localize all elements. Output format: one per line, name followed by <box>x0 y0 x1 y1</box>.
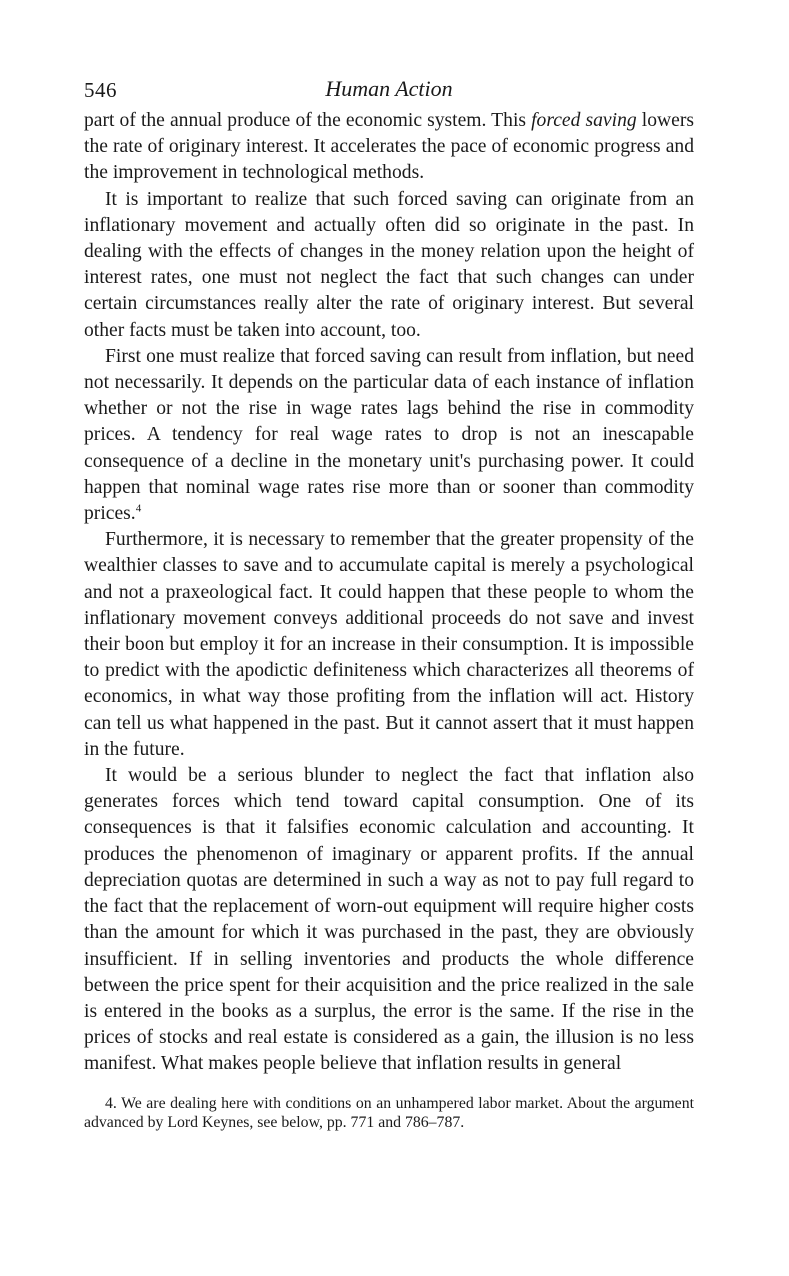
book-title: Human Action <box>325 76 453 101</box>
text-run: part of the annual produce of the economic system. This <box>84 110 532 131</box>
italic-phrase: forced saving <box>531 110 637 131</box>
footnote-marker: 4 <box>135 502 142 515</box>
text-run: First one must realize that forced saving can result from inflation, but need not necessarily. It depends on the particular data of each instance of inflation whether or not the rise in wage rates lags behind the rise in commodity prices. A tendency for real wage rates to drop is not an inescapable consequence of a decline in the monetary unit's purchasing power. It could happen that nominal wage rates rise more than or sooner than commodity prices. <box>84 345 694 525</box>
text-run: Furthermore, it is necessary to remember that the greater propensity of the wealthier classes to save and to accumulate capital is merely a psychological and not a praxeological fact. It could happen that these people to whom the inflationary movement conveys additional proceeds do not save and invest their boon but employ it for an increase in their consumption. It is impossible to predict with the apodictic definiteness which characterizes all theorems of economics, in what way those profiting from the inflation will act. History can tell us what happened in the past. But it cannot assert that it must happen in the future. <box>84 529 694 760</box>
paragraph <box>84 527 694 763</box>
text-run: It would be a serious blunder to neglect the fact that inflation also generates forces which tend toward capital consumption. One of its consequences is that it falsifies economic calculation and accounting. It produces the phenomenon of imaginary or apparent profits. If the annual depreciation quotas are determined in such a way as not to pay full regard to the fact that the replacement of worn-out equipment will require higher costs than the amount for which it was purchased in the past, they are obviously insufficient. If in selling inventories and products the whole difference between the price spent for their acquisition and the price realized in the sale is entered in the books as a surplus, the error is the same. If the rise in the prices of stocks and real estate is considered as a gain, the illusion is no less manifest. What makes people believe that inflation results in general <box>84 765 694 1075</box>
body-text <box>84 108 694 1078</box>
running-head <box>84 74 694 108</box>
text-run: lowers the rate of originary interest. It accelerates the pace of economic progress and the improvement in technological methods. <box>84 110 694 184</box>
book-page <box>84 74 694 1133</box>
page-number: 546 <box>84 78 117 102</box>
paragraph <box>84 187 694 344</box>
text-run: It is important to realize that such forced saving can originate from an inflationary movement and actually often did so originate in the past. In dealing with the effects of changes in the money relation upon the height of interest rates, one must not neglect the fact that such changes can under certain circumstances really alter the rate of originary interest. But several other facts must be taken into account, too. <box>84 188 694 341</box>
footnote: 4. We are dealing here with conditions on an unhampered labor market. About the argument advanced by Lord Keynes, see below, pp. 771 and 786–787. <box>84 1094 694 1132</box>
paragraph <box>84 344 694 527</box>
paragraph <box>84 108 694 187</box>
paragraph <box>84 763 694 1077</box>
